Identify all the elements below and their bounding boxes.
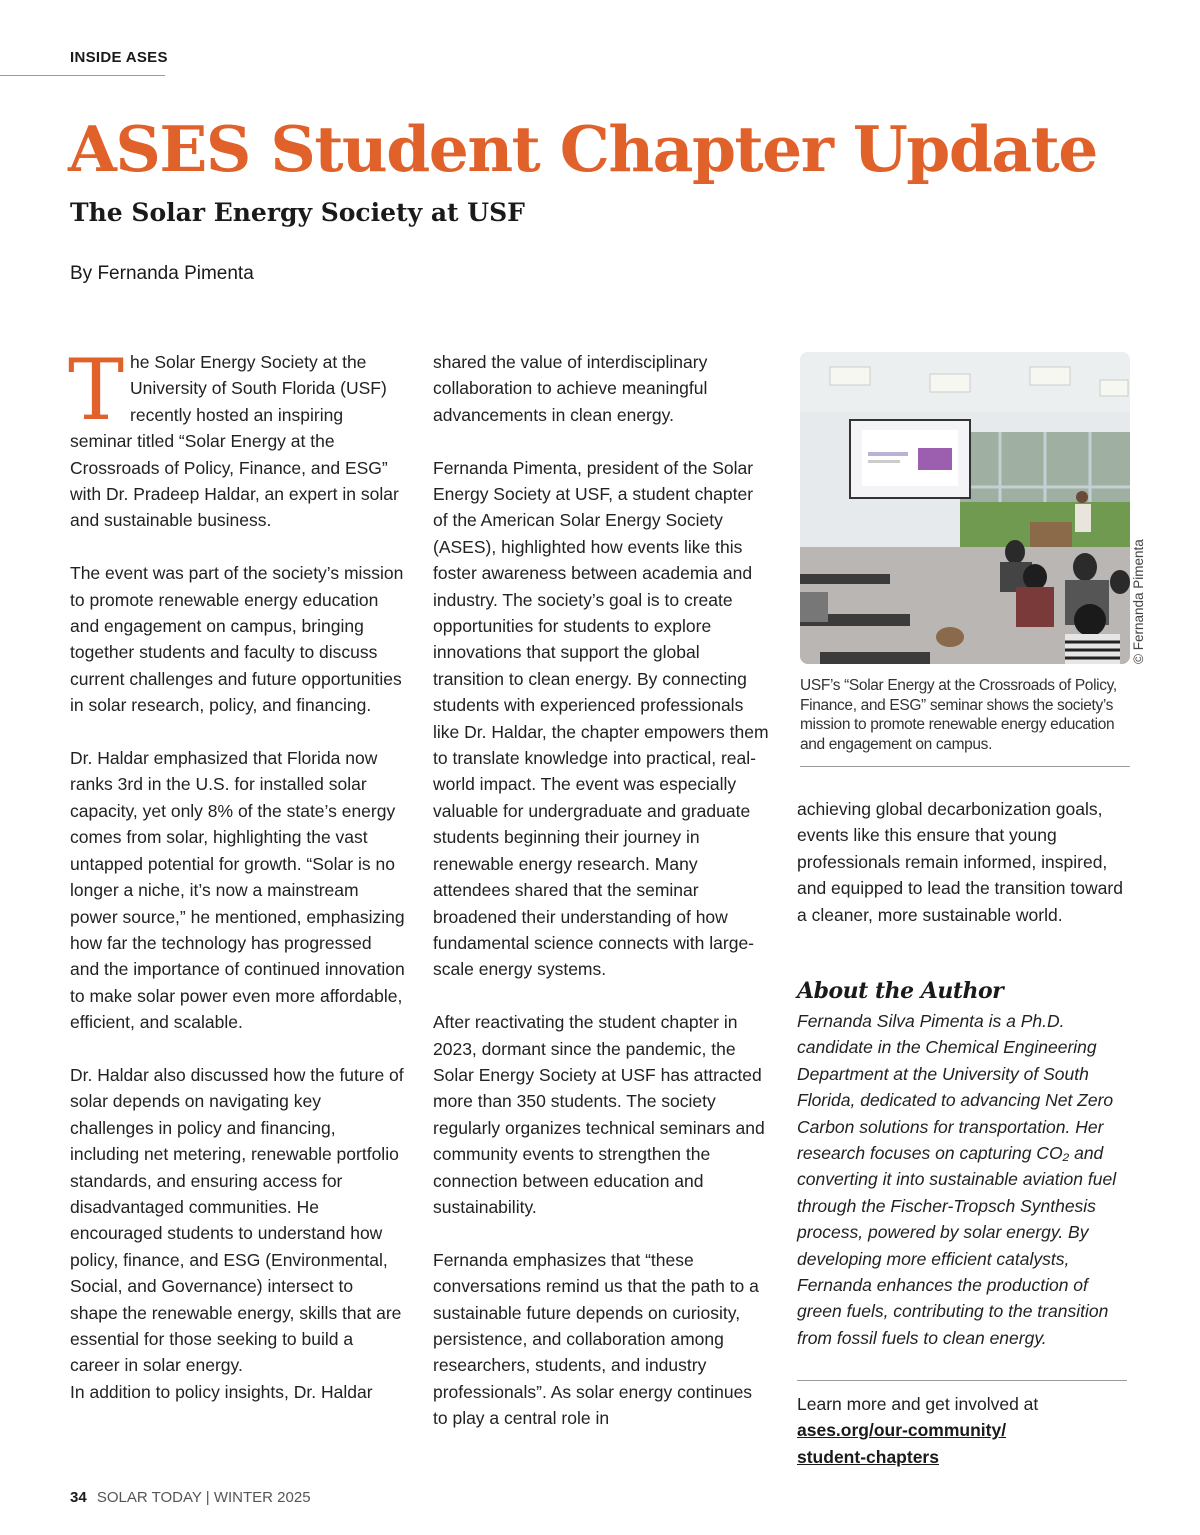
- call-to-action-text: Learn more and get involved at: [797, 1394, 1039, 1414]
- paragraph-continuation-text: achieving global decarbonization goals, events like this ensure that young professionals remain informed, inspired, and equipped to lead the transition toward a cleaner, more sustainable world.: [797, 799, 1123, 925]
- article-subtitle: The Solar Energy Society at USF: [70, 198, 525, 227]
- caption-divider: [800, 766, 1130, 767]
- page-footer: [70, 1489, 311, 1506]
- paragraph-policy-financing: Dr. Haldar also discussed how the future of solar depends on navigating key challenges in policy and financing, including net metering, renewable portfolio standards, and ensuring access for disadvantaged communities. He encouraged students to understand how policy, finance, and ESG (Environmental, Social, and Governance) intersect to shape the renewable energy, skills that are essential for those seeking to build a career in solar energy.: [70, 1064, 404, 1376]
- link-line-1[interactable]: ases.org/our-community/: [797, 1420, 1007, 1441]
- call-to-action: [797, 1391, 1127, 1470]
- paragraph-reactivation: After reactivating the student chapter in 2023, dormant since the pandemic, the Solar Energy Society at USF has attracted more than 350 students. The society regularly organizes technical seminars and community events to strengthen the connection between education and sustainability.: [433, 1012, 765, 1217]
- link-line-2[interactable]: student-chapters: [797, 1446, 939, 1467]
- section-divider: [0, 75, 165, 76]
- paragraph-interdisciplinary: In addition to policy insights, Dr. Haldar: [70, 1381, 373, 1402]
- article-column-2: [433, 349, 771, 1432]
- photo-caption: USF’s “Solar Energy at the Crossroads of Policy, Finance, and ESG” seminar shows the society’s mission to promote renewable energy education and engagement on campus.: [800, 677, 1117, 753]
- byline: By Fernanda Pimenta: [70, 263, 254, 284]
- publication-name: SOLAR TODAY | WINTER 2025: [96, 1489, 311, 1506]
- paragraph-florida-solar: Dr. Haldar emphasized that Florida now ranks 3rd in the U.S. for installed solar capacity, yet only 8% of the state’s energy comes from solar, highlighting the vast untapped potential for growth. “Solar is no longer a niche, it’s now a mainstream power source,” he mentioned, emphasizing how far the technology has progressed and the importance of continued innovation to make solar power even more affordable, efficient, and scalable.: [70, 748, 405, 1033]
- bio-divider: [797, 1380, 1127, 1381]
- article-title: ASES Student Chapter Update: [68, 112, 1097, 186]
- article-column-3: [797, 796, 1137, 928]
- about-author-bio: Fernanda Silva Pimenta is a Ph.D. candidate in the Chemical Engineering Department at the University of South Florida, dedicated to advancing Net Zero Carbon solutions for transportation. Her research focuses on capturing CO₂ and converting it into sustainable aviation fuel through the Fischer-Tropsch Synthesis process, powered by solar energy. By developing more efficient catalysts, Fernanda enhances the production of green fuels, contributing to the transition from fossil fuels to clean energy.: [797, 1011, 1117, 1348]
- section-label: INSIDE ASES: [70, 49, 168, 66]
- paragraph-interdisciplinary-continued: shared the value of interdisciplinary collaboration to achieve meaningful advancements in clean energy.: [433, 352, 708, 425]
- photo-credit: © Fernanda Pimenta: [1131, 539, 1146, 664]
- paragraph-president: Fernanda Pimenta, president of the Solar Energy Society at USF, a student chapter of the American Solar Energy Society (ASES), highlighted how events like this foster awareness between academia and industry. The society’s goal is to create opportunities for students to explore innovations that support the global transition to clean energy. By connecting students with experienced professionals like Dr. Haldar, the chapter empowers them to translate knowledge into practical, real-world impact. The event was especially valuable for undergraduate and graduate students beginning their journey in renewable energy research. Many attendees shared that the seminar broadened their understanding of how fundamental science connects with large-scale energy systems.: [433, 457, 769, 980]
- paragraph-conversations: Fernanda emphasizes that “these conversations remind us that the path to a sustainable future depends on curiosity, persistence, and collaboration among researchers, students, and industry professionals”. As solar energy continues to play a central role in: [433, 1249, 759, 1429]
- paragraph-continuation: [797, 796, 1137, 928]
- paragraph-intro: [68, 341, 405, 534]
- drop-cap: T: [68, 341, 125, 439]
- about-author-heading: About the Author: [797, 978, 1004, 1004]
- student-chapters-link[interactable]: [797, 1417, 1127, 1470]
- paragraph-event-mission: The event was part of the society’s mission to promote renewable energy education and engagement on campus, bringing together students and faculty to discuss current challenges and future opportunities in solar research, policy, and financing.: [70, 563, 404, 716]
- article-column-1: [68, 341, 405, 1405]
- seminar-photo: [800, 352, 1130, 664]
- paragraph-intro-text: he Solar Energy Society at the University of South Florida (USF) recently hosted an inspiring seminar titled “Solar Energy at the Crossroads of Policy, Finance, and ESG” with Dr. Pradeep Haldar, an expert in solar and sustainable business.: [70, 352, 399, 531]
- page-number: 34: [70, 1489, 87, 1506]
